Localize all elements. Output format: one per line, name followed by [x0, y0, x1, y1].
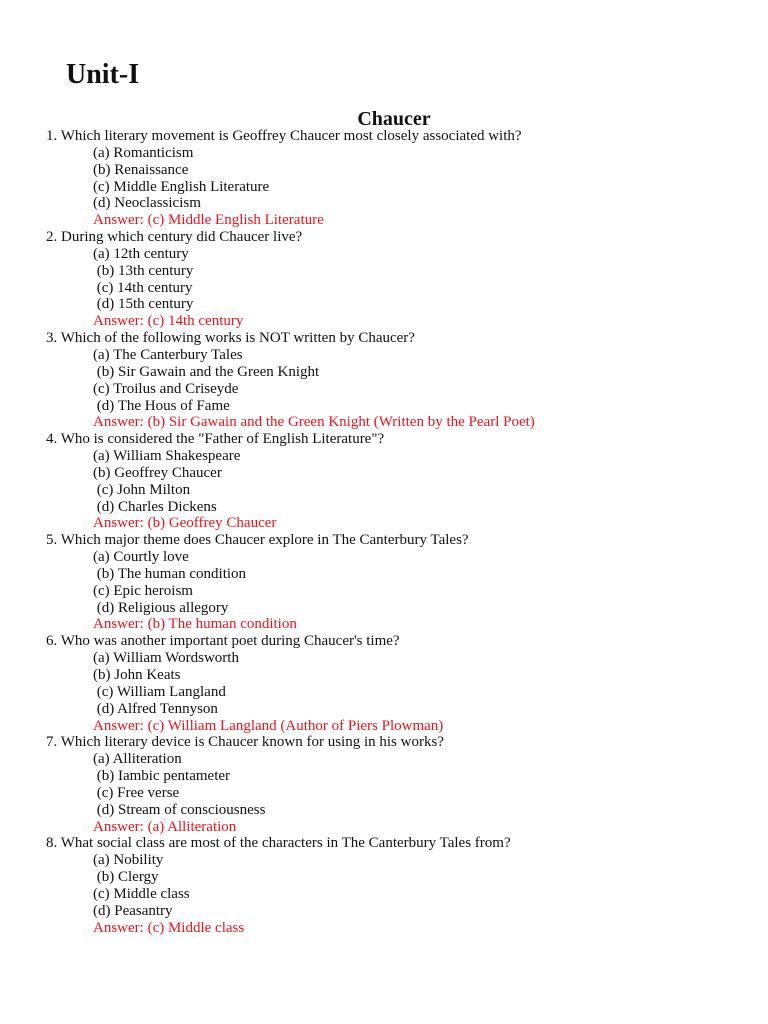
option-c: (c) Free verse [93, 784, 180, 801]
answer-text: Answer: (a) Alliteration [93, 818, 237, 835]
option-b: (b) Geoffrey Chaucer [93, 464, 222, 481]
option-d: (d) 15th century [93, 296, 194, 313]
option-c: (c) Middle English Literature [93, 178, 270, 195]
option-d: (d) Religious allegory [93, 599, 229, 616]
answer-text: Answer: (c) Middle class [93, 919, 245, 936]
option-c: (c) Epic heroism [93, 582, 193, 599]
option-d: (d) Stream of consciousness [93, 801, 266, 818]
option-d: (d) Charles Dickens [93, 498, 217, 515]
option-c: (c) Troilus and Criseyde [93, 380, 239, 397]
option-d: (d) Peasantry [93, 902, 173, 919]
question-list [46, 128, 566, 937]
option-c: (c) William Langland [93, 683, 226, 700]
option-b: (b) The human condition [93, 565, 247, 582]
option-b: (b) John Keats [93, 667, 181, 683]
option-b: (b) Iambic pentameter [93, 768, 231, 785]
option-d: (d) Alfred Tennyson [93, 700, 218, 717]
question-block [46, 532, 566, 633]
question-text: 8. What social class are most of the characters in The Canterbury Tales from? [46, 835, 511, 852]
option-a: (a) 12th century [93, 245, 189, 262]
question-block [46, 734, 566, 835]
question-text: 4. Who is considered the "Father of English Literature"? [46, 431, 385, 448]
question-text: 3. Which of the following works is NOT written by Chaucer? [46, 330, 415, 347]
option-b: (b) Sir Gawain and the Green Knight [93, 363, 320, 380]
answer-text: Answer: (c) Middle English Literature [93, 212, 324, 229]
question-text: 7. Which literary device is Chaucer known for using in his works? [46, 734, 444, 751]
option-c: (c) John Milton [93, 481, 191, 498]
answer-text: Answer: (c) William Langland (Author of Piers Plowman) [93, 717, 444, 734]
question-text: 2. During which century did Chaucer live? [46, 229, 303, 246]
answer-text: Answer: (b) Geoffrey Chaucer [93, 515, 277, 532]
question-block [46, 835, 566, 936]
question-block [46, 229, 566, 330]
option-d: (d) The Hous of Fame [93, 397, 230, 414]
option-c: (c) 14th century [93, 279, 193, 296]
answer-text: Answer: (b) The human condition [93, 616, 297, 633]
question-text: 6. Who was another important poet during Chaucer's time? [46, 633, 400, 650]
option-a: (a) Courtly love [93, 549, 189, 566]
unit-title: Unit-I [66, 59, 140, 90]
option-a: (a) The Canterbury Tales [93, 346, 243, 363]
option-b: (b) Renaissance [93, 161, 189, 178]
option-a: (a) Alliteration [93, 751, 182, 768]
question-text: 5. Which major theme does Chaucer explore in The Canterbury Tales? [46, 532, 469, 549]
question-block [46, 330, 566, 431]
option-a: (a) Romanticism [93, 144, 194, 161]
option-a: (a) Nobility [93, 852, 164, 869]
option-b: (b) Clergy [93, 869, 159, 886]
answer-text: Answer: (b) Sir Gawain and the Green Knight (Written by the Pearl Poet) [93, 414, 535, 431]
question-text: 1. Which literary movement is Geoffrey Chaucer most closely associated with? [46, 128, 522, 144]
question-block [46, 431, 566, 532]
option-c: (c) Middle class [93, 885, 190, 902]
answer-text: Answer: (c) 14th century [93, 313, 244, 330]
question-block [46, 128, 566, 229]
section-title: Chaucer [357, 108, 431, 130]
question-block [46, 633, 566, 734]
option-a: (a) William Wordsworth [93, 650, 239, 667]
option-b: (b) 13th century [93, 262, 194, 279]
option-a: (a) William Shakespeare [93, 448, 241, 465]
option-d: (d) Neoclassicism [93, 195, 201, 212]
